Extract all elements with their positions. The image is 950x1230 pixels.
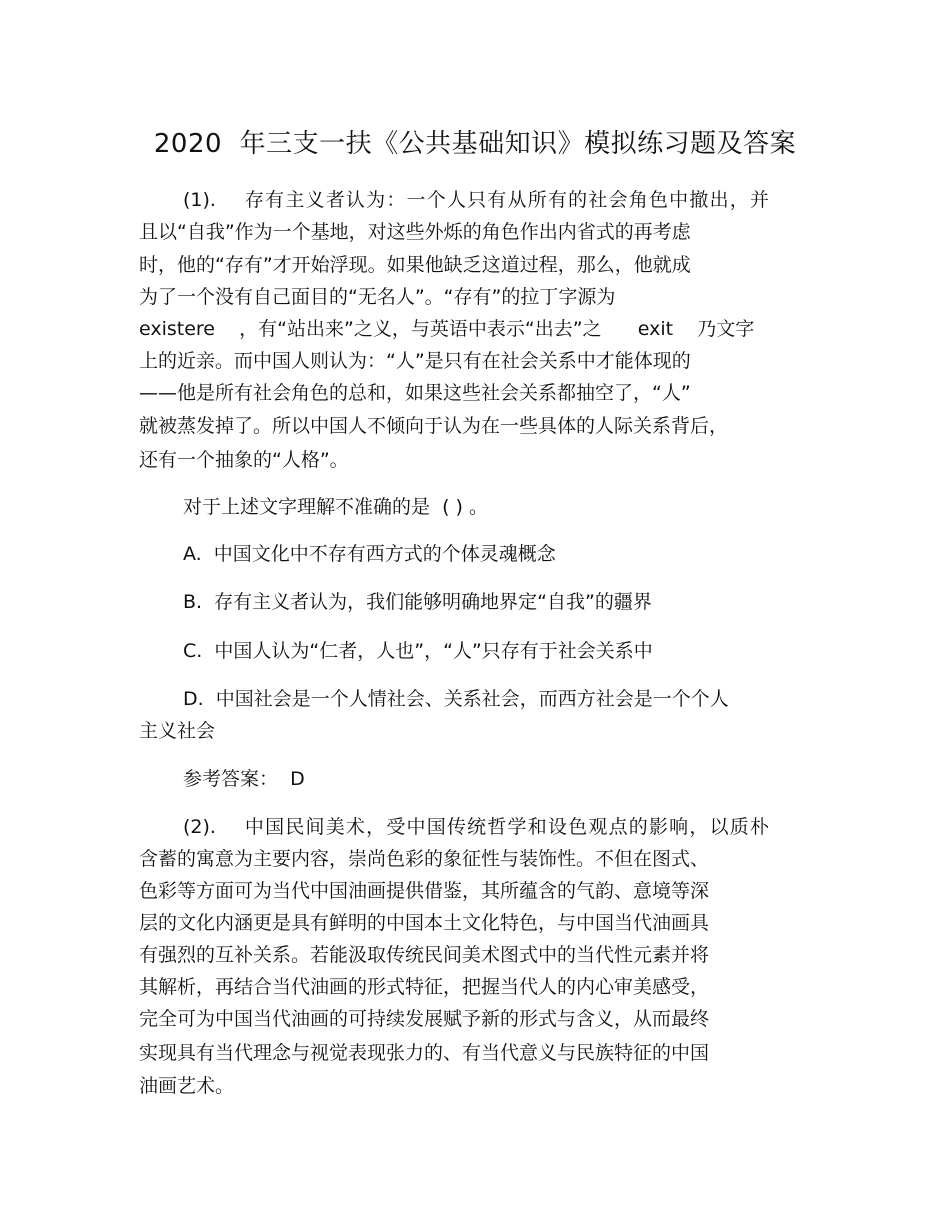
question2-line-6: 其解析，再结合当代油画的形式特征，把握当代人的内心审美感受，: [139, 976, 710, 998]
question2-line-5: 有强烈的互补关系。若能汲取传统民间美术图式中的当代性元素并将: [139, 944, 710, 966]
question1-line-5: existere ，有“站出来”之义，与英语中表示“出去”之 exit 乃文字: [139, 318, 755, 340]
question2-line-3: 色彩等方面可为当代中国油画提供借鉴，其所蕴含的气韵、意境等深: [139, 880, 710, 902]
question2-line-4: 层的文化内涵更是具有鲜明的中国本土文化特色，与中国当代油画具: [139, 912, 710, 934]
question1-line-6: 上的近亲。而中国人则认为：“人”是只有在社会关系中才能体现的: [139, 350, 691, 372]
question1-line-9: 还有一个抽象的“人格”。: [139, 449, 349, 471]
question1-line-2: 且以“自我”作为一个基地，对这些外烁的角色作出内省式的再考虑: [139, 221, 691, 243]
page-title: 2020 年三支一扶《公共基础知识》模拟练习题及答案: [153, 129, 797, 159]
question2-line-9: 油画艺术。: [139, 1075, 235, 1097]
question1-option-a: A. 中国文化中不存有西方式的个体灵魂概念: [183, 543, 556, 565]
question2-line-8: 实现具有当代理念与视觉表现张力的、有当代意义与民族特征的中国: [139, 1042, 710, 1064]
question1-option-d: D. 中国社会是一个人情社会、关系社会，而西方社会是一个个人: [183, 688, 729, 710]
question2-line-1: (2). 中国民间美术，受中国传统哲学和设色观点的影响，以质朴: [183, 816, 769, 838]
question1-line-3: 时，他的“存有”才开始浮现。如果他缺乏这道过程，那么，他就成: [139, 254, 691, 276]
question1-line-8: 就被蒸发掉了。所以中国人不倾向于认为在一些具体的人际关系背后，: [139, 415, 729, 437]
question1-answer: 参考答案： D: [183, 768, 305, 790]
question2-line-7: 完全可为中国当代油画的可持续发展赋予新的形式与含义，从而最终: [139, 1008, 710, 1030]
question1-line-7: ——他是所有社会角色的总和，如果这些社会关系都抽空了，“人”: [139, 382, 691, 404]
question1-prompt: 对于上述文字理解不准确的是 ( ) 。: [183, 496, 488, 518]
question1-option-c: C. 中国人认为“仁者，人也”，“人”只存有于社会关系中: [183, 640, 653, 662]
question1-option-b: B. 存有主义者认为，我们能够明确地界定“自我”的疆界: [183, 591, 652, 613]
question2-line-2: 含蓄的寓意为主要内容，崇尚色彩的象征性与装饰性。不但在图式、: [139, 848, 710, 870]
question1-line-4: 为了一个没有自己面目的“无名人”。“存有”的拉丁字源为: [139, 286, 616, 308]
question1-option-d-continued: 主义社会: [139, 720, 216, 742]
question1-line-1: (1). 存有主义者认为：一个人只有从所有的社会角色中撤出，并: [183, 189, 769, 211]
